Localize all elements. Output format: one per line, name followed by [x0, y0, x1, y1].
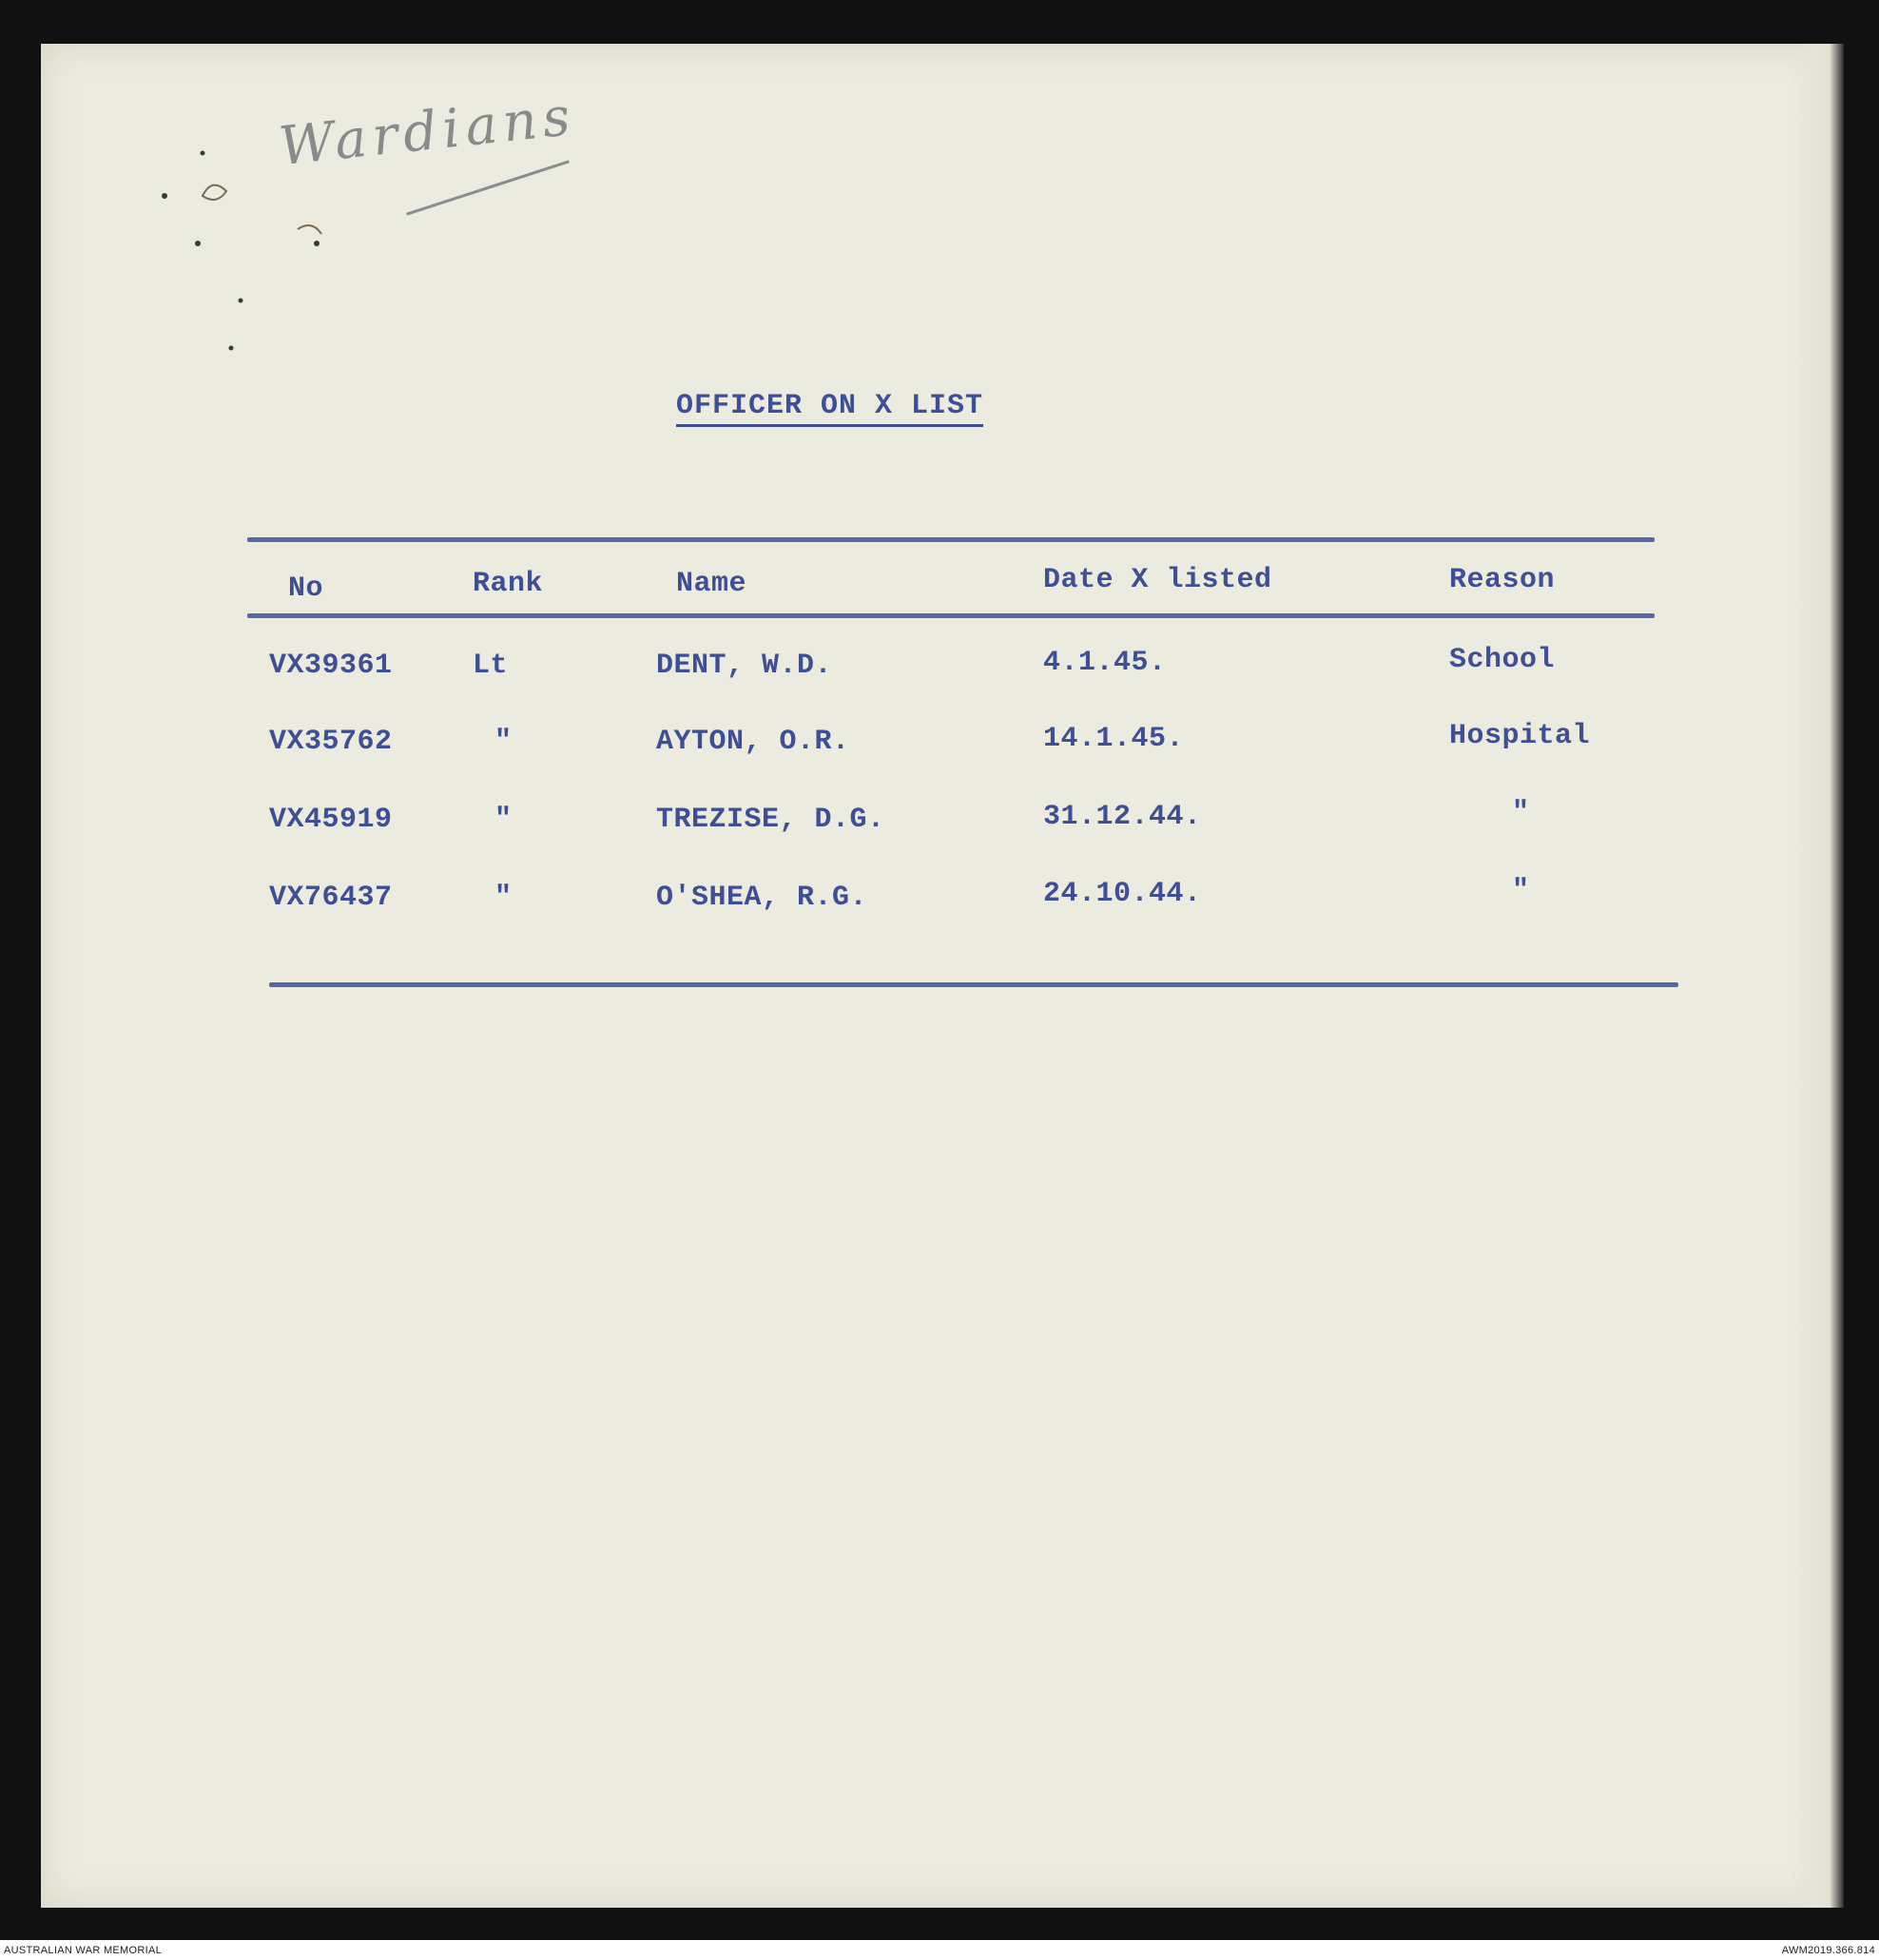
row-date: 14.1.45.	[1043, 723, 1185, 755]
table-header-rule	[247, 613, 1655, 618]
document-page	[41, 44, 1836, 1908]
row-reason: School	[1449, 644, 1556, 676]
row-rank: Lt	[473, 650, 509, 682]
header-date: Date X listed	[1043, 564, 1272, 596]
header-reason: Reason	[1449, 564, 1556, 596]
institution-credit: AUSTRALIAN WAR MEMORIAL	[4, 1945, 163, 1956]
row-no: VX45919	[269, 804, 393, 836]
row-no: VX39361	[269, 650, 393, 682]
torn-page-edge	[1787, 44, 1844, 1908]
header-rank: Rank	[473, 568, 544, 600]
row-date: 4.1.45.	[1043, 647, 1167, 679]
row-name: O'SHEA, R.G.	[656, 882, 868, 914]
header-name: Name	[676, 568, 747, 600]
row-rank: "	[494, 882, 513, 914]
pin-hole-marks	[145, 139, 383, 367]
row-reason: Hospital	[1449, 720, 1591, 752]
row-date: 31.12.44.	[1043, 801, 1202, 833]
handwritten-annotation: Wardians	[276, 85, 579, 179]
row-name: DENT, W.D.	[656, 650, 833, 682]
row-rank: "	[494, 726, 513, 758]
row-reason: "	[1512, 797, 1530, 829]
row-no: VX76437	[269, 882, 393, 914]
row-date: 24.10.44.	[1043, 878, 1202, 910]
row-name: AYTON, O.R.	[656, 726, 850, 758]
accession-number: AWM2019.366.814	[1781, 1945, 1875, 1956]
row-rank: "	[494, 804, 513, 836]
document-title: OFFICER ON X LIST	[676, 390, 984, 422]
header-no: No	[288, 572, 324, 605]
row-no: VX35762	[269, 726, 393, 758]
row-reason: "	[1512, 875, 1530, 907]
table-top-rule	[247, 537, 1655, 542]
row-name: TREZISE, D.G.	[656, 804, 885, 836]
table-bottom-rule	[269, 982, 1678, 987]
scan-footer-bar	[0, 1940, 1879, 1960]
pencil-stroke	[406, 160, 570, 215]
